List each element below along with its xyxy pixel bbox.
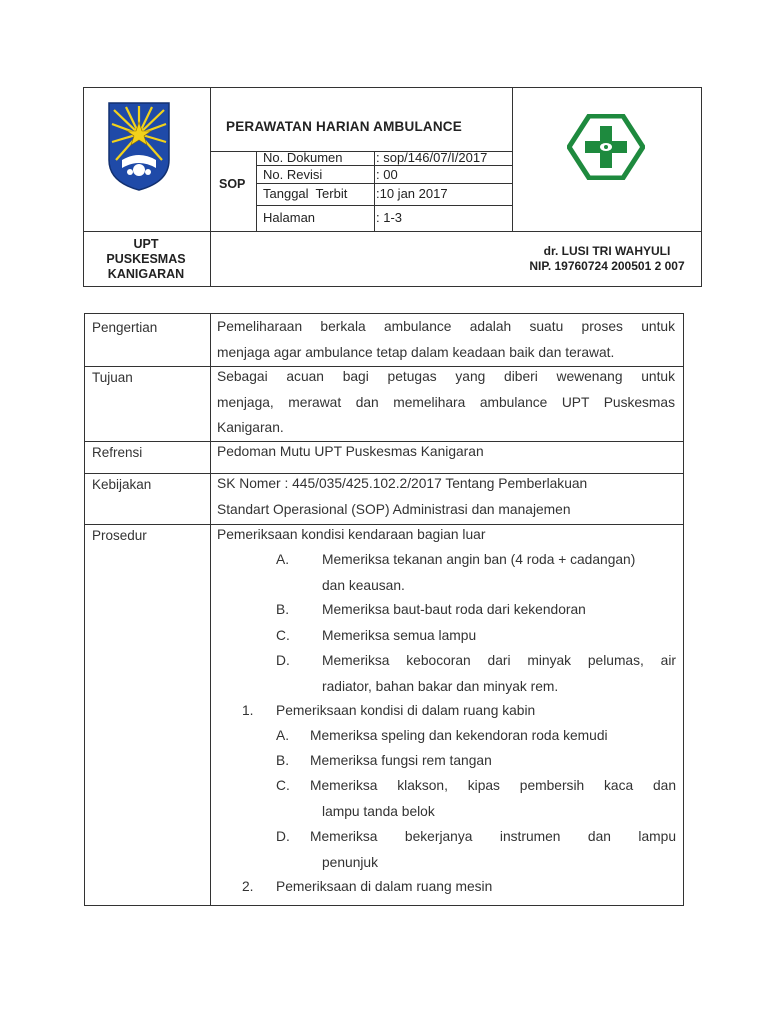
pengertian-line2: menjaga agar ambulance tetap dalam keadaan baik dan terawat. xyxy=(217,345,615,360)
cabin-marker-b: B. xyxy=(276,753,290,768)
cabin-item-d-line2: penunjuk xyxy=(322,855,379,870)
cabin-marker-d: D. xyxy=(276,829,290,844)
kabupaten-crest-icon xyxy=(106,100,172,192)
cabin-item-b-line1: Memeriksa fungsi rem tangan xyxy=(310,753,492,768)
outer-item-d-line2: radiator, bahan bakar dan minyak rem. xyxy=(322,679,559,694)
meta-label-dokumen: No. Dokumen xyxy=(263,150,343,165)
label-prosedur: Prosedur xyxy=(92,528,147,543)
kebijakan-line2: Standart Operasional (SOP) Administrasi dan manajemen xyxy=(217,502,571,517)
meta-label-tanggal: Tanggal Terbit xyxy=(263,186,348,201)
meta-label-revisi: No. Revisi xyxy=(263,167,323,182)
org-name-line1: UPT xyxy=(133,237,159,251)
cabin-item-a-line1: Memeriksa speling dan kekendoran roda kemudi xyxy=(310,728,608,743)
cabin-item-d-line1: Memeriksa bekerjanya instrumen dan lampu xyxy=(310,829,676,844)
prosedur-intro: Pemeriksaan kondisi kendaraan bagian luar xyxy=(217,527,486,542)
cabin-marker-a: A. xyxy=(276,728,290,743)
org-name xyxy=(83,237,209,282)
tujuan-line1: Sebagai acuan bagi petugas yang diberi wewenang untuk xyxy=(217,369,675,384)
header-divider-sop xyxy=(256,151,257,231)
kebijakan-line1: SK Nomer : 445/035/425.102.2/2017 Tentang Pemberlakuan xyxy=(217,476,588,491)
outer-item-b-line1: Memeriksa baut-baut roda dari kekendoran xyxy=(322,602,586,617)
content-column-divider xyxy=(210,314,211,905)
step1-marker: 1. xyxy=(242,703,254,718)
meta-label-halaman: Halaman xyxy=(263,210,316,225)
label-pengertian: Pengertian xyxy=(92,320,158,335)
outer-item-c-line1: Memeriksa semua lampu xyxy=(322,628,477,643)
outer-marker-c: C. xyxy=(276,628,290,643)
outer-item-a-line1: Memeriksa tekanan angin ban (4 roda + cadangan) xyxy=(322,552,636,567)
cabin-item-c-line1: Memeriksa klakson, kipas pembersih kaca dan xyxy=(310,778,676,793)
meta-value-halaman: : 1-3 xyxy=(376,210,403,225)
outer-marker-a: A. xyxy=(276,552,290,567)
header-divider-right xyxy=(512,88,513,231)
meta-line-3 xyxy=(256,205,512,206)
tujuan-line2: menjaga, merawat dan memelihara ambulance UPT Puskesmas xyxy=(217,395,675,410)
meta-line-2 xyxy=(256,183,512,184)
meta-divider xyxy=(374,151,375,231)
outer-marker-b: B. xyxy=(276,602,290,617)
step1-text: Pemeriksaan kondisi di dalam ruang kabin xyxy=(276,703,536,718)
meta-line-1 xyxy=(256,165,512,166)
cabin-marker-c: C. xyxy=(276,778,290,793)
step2-marker: 2. xyxy=(242,879,254,894)
meta-value-revisi: : 00 xyxy=(376,167,398,182)
label-kebijakan: Kebijakan xyxy=(92,477,152,492)
cabin-item-c-line2: lampu tanda belok xyxy=(322,804,435,819)
step2-text: Pemeriksaan di dalam ruang mesin xyxy=(276,879,493,894)
outer-marker-d: D. xyxy=(276,653,290,668)
signer-nip: NIP. 19760724 200501 2 007 xyxy=(529,259,685,273)
header-divider-left xyxy=(210,88,211,287)
refrensi-line1: Pedoman Mutu UPT Puskesmas Kanigaran xyxy=(217,444,484,459)
org-name-line3: KANIGARAN xyxy=(107,267,185,281)
org-name-line2: PUSKESMAS xyxy=(106,252,186,266)
signer-block xyxy=(512,244,702,274)
document-title: PERAWATAN HARIAN AMBULANCE xyxy=(226,119,462,134)
outer-item-d-line1: Memeriksa kebocoran dari minyak pelumas, air xyxy=(322,653,676,668)
puskesmas-logo-icon xyxy=(567,114,645,180)
meta-value-dokumen: : sop/146/07/I/2017 xyxy=(376,150,488,165)
meta-value-tanggal: :10 jan 2017 xyxy=(376,186,448,201)
signer-name: dr. LUSI TRI WAHYULI xyxy=(543,244,671,258)
header-line-bottom xyxy=(84,231,701,232)
pengertian-line1: Pemeliharaan berkala ambulance adalah suatu proses untuk xyxy=(217,319,675,334)
label-tujuan: Tujuan xyxy=(92,370,133,385)
label-refrensi: Refrensi xyxy=(92,445,143,460)
sop-label: SOP xyxy=(219,177,246,191)
outer-item-a-line2: dan keausan. xyxy=(322,578,405,593)
tujuan-line3: Kanigaran. xyxy=(217,420,284,435)
